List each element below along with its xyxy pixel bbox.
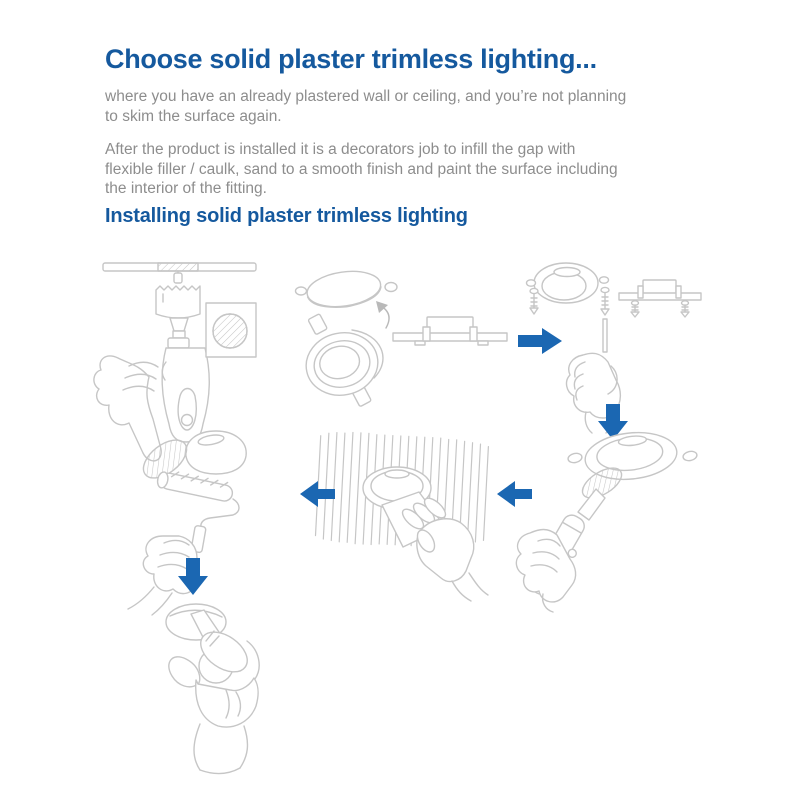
body-line-3: the interior of the fitting.: [105, 180, 267, 197]
page-title: Choose solid plaster trimless lighting...: [105, 44, 597, 74]
installation-diagram-svg: [0, 240, 800, 800]
right-arrow-icon: [518, 328, 562, 354]
installation-diagram: [0, 240, 800, 800]
document-content: [105, 44, 705, 228]
step-illustration-caulk-fill-icon: [516, 428, 697, 612]
left-arrow-icon: [497, 481, 532, 507]
body-line-1: After the product is installed it is a decorators job to infill the gap with: [105, 141, 576, 158]
intro-line-1: where you have an already plastered wall or ceiling, and you’re not planning: [105, 88, 627, 105]
body-line-2: flexible filler / caulk, sand to a smooth finish and paint the surface including: [105, 160, 618, 178]
step-illustration-fit-bulb-icon: [166, 604, 259, 774]
step-illustration-sanding-icon: [315, 431, 489, 601]
section-subheading: Installing solid plaster trimless lighting: [105, 204, 468, 227]
intro-line-2: to skim the surface again.: [105, 107, 282, 125]
step-illustration-drill-hole-icon: [94, 263, 256, 461]
body-paragraph: [105, 140, 705, 199]
step-illustration-attach-cover-icon: [296, 267, 508, 407]
left-arrow-icon: [300, 481, 335, 507]
intro-paragraph: [105, 87, 705, 126]
